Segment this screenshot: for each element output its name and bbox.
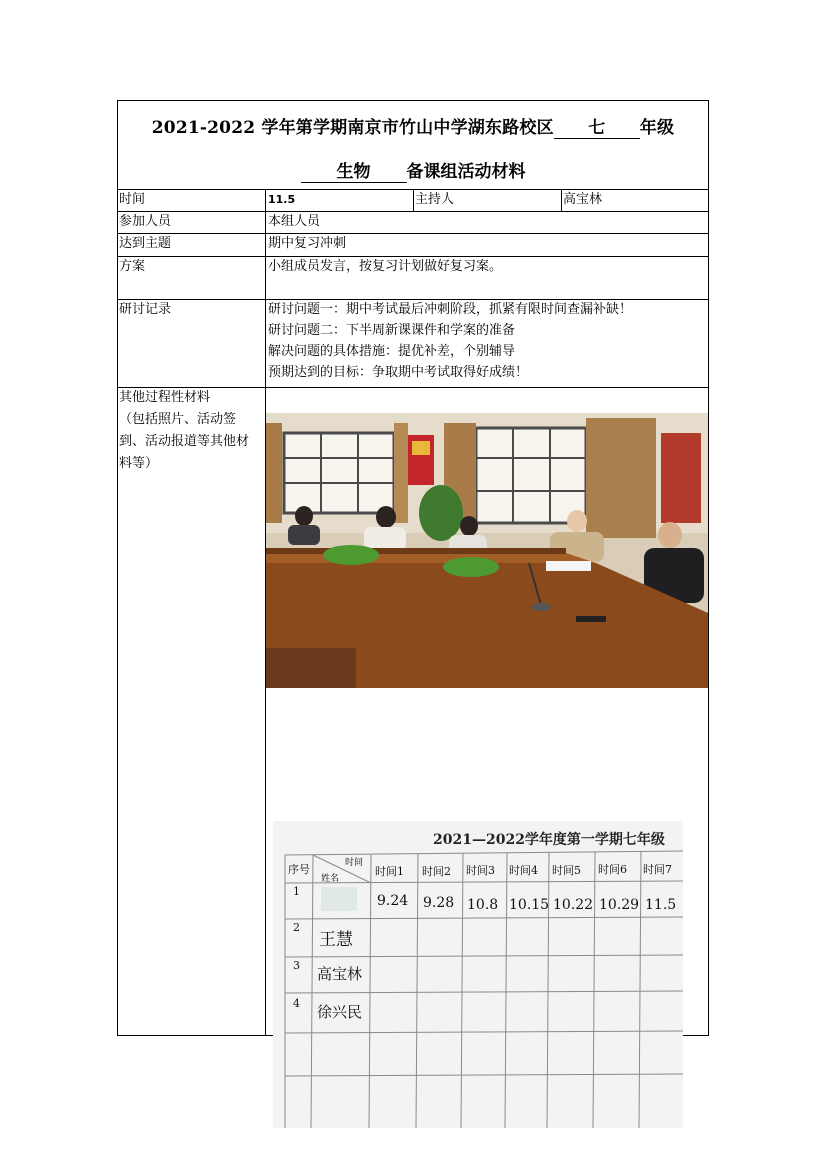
date-2: 9.28 <box>423 895 455 911</box>
row-record <box>118 299 708 388</box>
title-block <box>118 101 708 190</box>
time-header-6: 时间6 <box>598 863 627 876</box>
signer-name-3: 徐兴民 <box>317 1003 363 1021</box>
row-participants <box>118 211 708 234</box>
row-number-1: 1 <box>293 885 300 898</box>
time-header-5: 时间5 <box>552 864 581 877</box>
materials-label-line-4: 料等） <box>119 456 159 471</box>
materials-label <box>118 387 266 1035</box>
record-line-4: 预期达到的目标：争取期中考试取得好成绩！ <box>268 365 529 380</box>
topic-label: 达到主题 <box>119 236 172 251</box>
row-time <box>118 189 708 212</box>
grade-field: 七 <box>554 118 640 139</box>
meeting-photo-image <box>266 413 708 688</box>
signer-name-1: 王慧 <box>319 930 353 950</box>
topic-value: 期中复习冲刺 <box>268 236 347 251</box>
signer-name-2: 高宝林 <box>317 965 363 983</box>
row-number-4: 4 <box>293 997 300 1010</box>
time-header-3: 时间3 <box>466 864 495 877</box>
time-header-7: 时间7 <box>643 863 672 876</box>
col-name-header: 姓名 <box>321 874 340 884</box>
date-3: 10.8 <box>467 897 499 913</box>
row-number-3: 3 <box>293 959 300 972</box>
materials-label-line-1: 其他过程性材料 <box>119 390 211 405</box>
document-table <box>117 100 709 1036</box>
date-7: 11.5 <box>645 897 677 913</box>
title-subtitle: 备课组活动材料 <box>406 162 526 182</box>
row-materials <box>118 387 708 1035</box>
meeting-photo <box>266 413 708 688</box>
record-label: 研讨记录 <box>119 302 172 317</box>
record-line-3: 解决问题的具体措施：提优补差，个别辅导 <box>268 344 516 359</box>
title-line-1 <box>118 113 708 139</box>
subject-field: 生物 <box>301 162 407 183</box>
title-line-2 <box>118 157 708 183</box>
date-6: 10.29 <box>599 897 640 913</box>
col-time-header: 时间 <box>345 858 364 868</box>
host-value: 高宝林 <box>563 192 603 207</box>
row-plan <box>118 256 708 300</box>
plan-value: 小组成员发言，按复习计划做好复习案。 <box>268 259 503 274</box>
plan-label: 方案 <box>119 259 146 274</box>
materials-label-line-2: （包括照片、活动签 <box>119 412 237 427</box>
signin-sheet-photo <box>273 821 683 1128</box>
participants-value: 本组人员 <box>268 214 321 229</box>
materials-label-line-3: 到、活动报道等其他材 <box>119 434 250 449</box>
host-label: 主持人 <box>415 192 455 207</box>
title-prefix: 2021-2022 学年第学期南京市竹山中学湖东路校区 <box>151 118 554 138</box>
row-topic <box>118 233 708 257</box>
col-seq-header: 序号 <box>288 863 310 876</box>
row-number-2: 2 <box>293 921 300 934</box>
title-grade-suffix: 年级 <box>639 118 675 138</box>
date-4: 10.15 <box>509 897 550 913</box>
record-lines <box>266 299 708 387</box>
date-5: 10.22 <box>553 897 594 913</box>
time-header-4: 时间4 <box>509 864 538 877</box>
record-line-1: 研讨问题一：期中考试最后冲刺阶段，抓紧有限时间查漏补缺！ <box>268 302 633 317</box>
date-1: 9.24 <box>377 893 409 909</box>
time-value: 11.5 <box>268 193 296 206</box>
time-header-1: 时间1 <box>375 865 404 878</box>
time-header-2: 时间2 <box>422 865 451 878</box>
signin-sheet-title: 2021—2022学年度第一学期七年级 <box>433 832 665 848</box>
participants-label: 参加人员 <box>119 214 172 229</box>
time-label: 时间 <box>119 192 146 207</box>
record-line-2: 研讨问题二：下半周新课课件和学案的准备 <box>268 323 516 338</box>
